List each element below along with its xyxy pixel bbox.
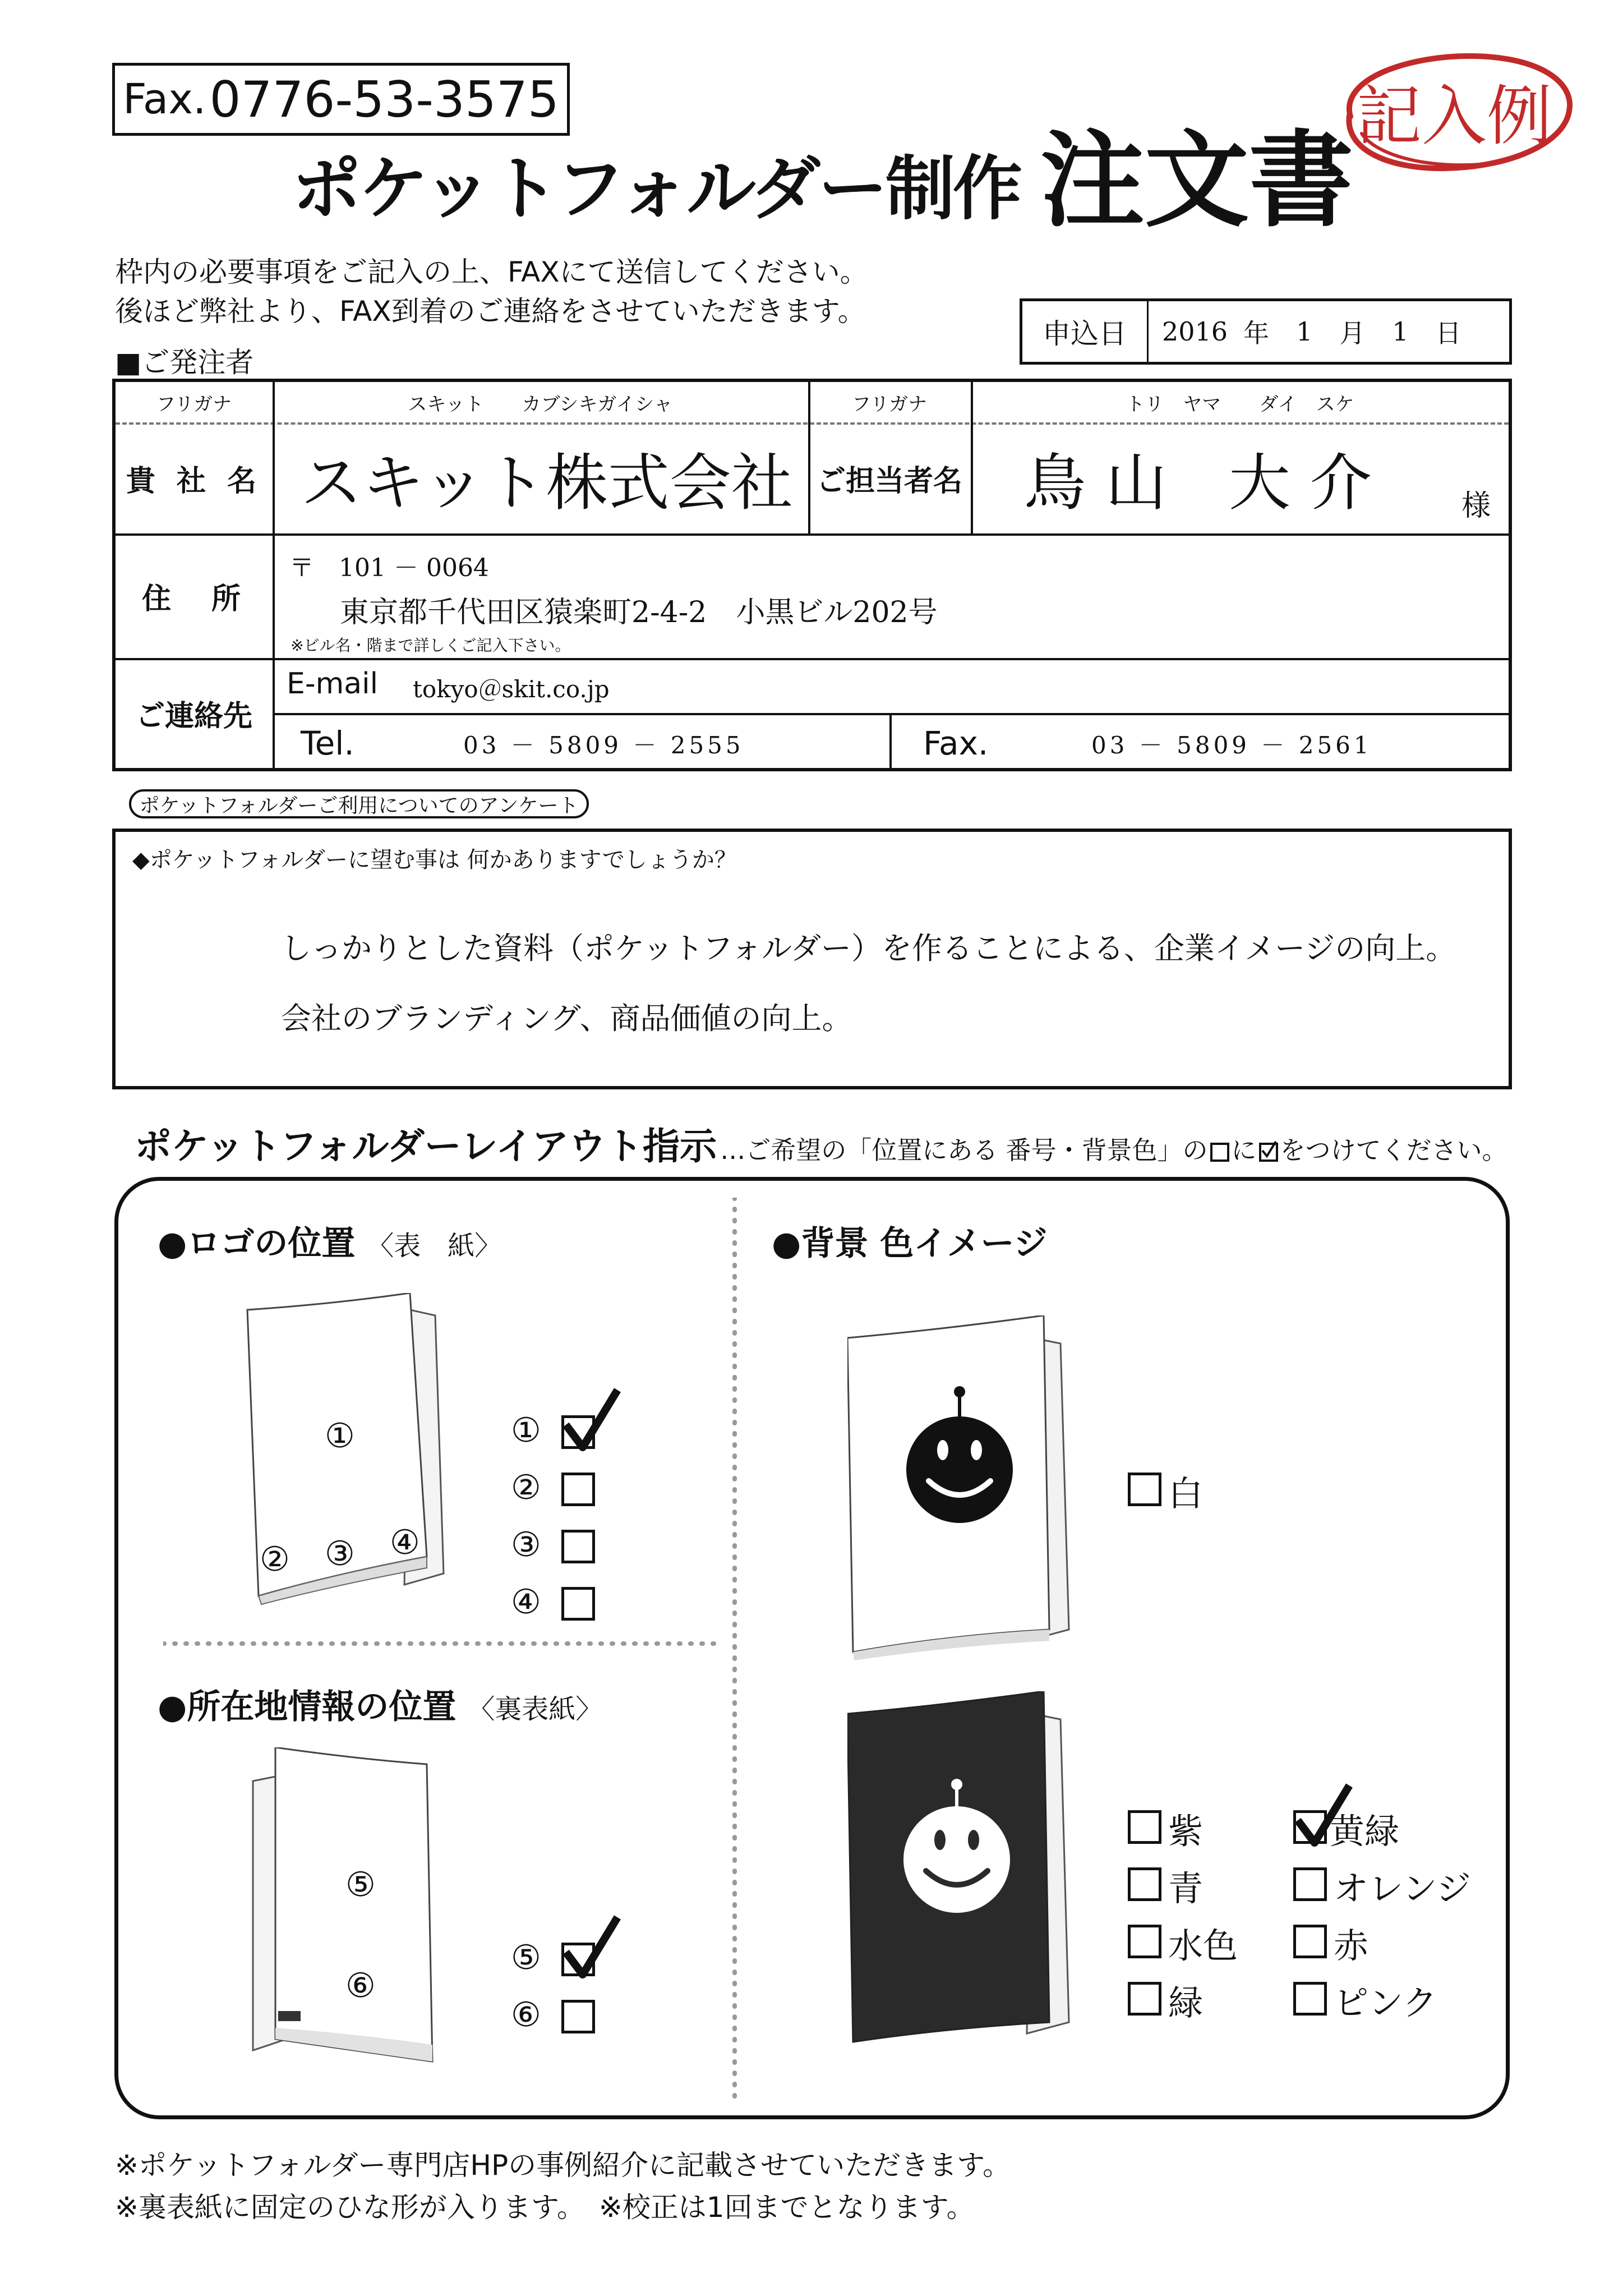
sample-stamp: [1328, 44, 1580, 177]
bg-color-3-checkbox[interactable]: [1293, 1867, 1327, 1901]
checked-box-icon: [1259, 1143, 1278, 1162]
company-name-field[interactable]: スキット株式会社: [301, 447, 793, 519]
instruction-post: をつけてください。: [1280, 1135, 1507, 1165]
logo-option-label-1: ①: [511, 1411, 541, 1450]
fax-field[interactable]: 03 － 5809 － 2561: [1091, 731, 1372, 759]
survey-answer-2[interactable]: 会社のブランディング、商品価値の向上。: [281, 1001, 852, 1036]
honorific: 様: [1461, 489, 1491, 523]
orderer-heading: ■ご発注者: [115, 346, 254, 379]
bg-white-label: 白: [1168, 1473, 1204, 1514]
logo-pos-marker-4: ④: [390, 1523, 420, 1562]
col-divider-4: [889, 713, 892, 768]
bg-color-heading: ●背景 色イメージ: [772, 1224, 1048, 1263]
fax-label: Fax.: [923, 724, 989, 762]
date-month: 1: [1296, 316, 1313, 347]
bg-white-checkbox[interactable]: [1128, 1473, 1161, 1506]
address-label: 住 所: [141, 582, 246, 616]
instruction-mid: に: [1231, 1135, 1257, 1165]
logo-heading-paren: 〈表 紙〉: [367, 1230, 502, 1262]
logo-option-1-checkmark-icon: [561, 1386, 623, 1453]
layout-title-main: ポケットフォルダーレイアウト指示: [135, 1125, 717, 1168]
horizontal-dotted-divider: [163, 1641, 724, 1646]
back-cover-folder-icon: [242, 1747, 455, 2073]
bg-color-4-checkbox[interactable]: [1128, 1925, 1161, 1958]
contact-furigana-field[interactable]: トリ ヤマ ダイ スケ: [1126, 393, 1354, 416]
logo-option-label-4: ④: [511, 1582, 541, 1622]
contact-info-label: ご連絡先: [135, 699, 252, 733]
date-year: 2016: [1162, 316, 1228, 347]
bg-color-0-checkbox[interactable]: [1128, 1810, 1161, 1844]
logo-option-label-3: ③: [511, 1525, 541, 1565]
bg-color-6-checkbox[interactable]: [1128, 1982, 1161, 2016]
date-value[interactable]: [1149, 301, 1509, 362]
address-heading-paren: 〈裏表紙〉: [468, 1694, 603, 1725]
layout-panel: [114, 1177, 1510, 2119]
survey-pill-label: ポケットフォルダーご利用についてのアンケート: [129, 789, 589, 818]
bg-color-7-label: ピンク: [1334, 1982, 1437, 2023]
survey-question: ◆ポケットフォルダーに望む事は 何かありますでしょうか？: [132, 847, 737, 873]
logo-pos-marker-1: ①: [325, 1416, 355, 1456]
order-form-table: [112, 379, 1512, 771]
email-field[interactable]: tokyo＠skit.co.jp: [413, 675, 610, 703]
logo-option-label-2: ②: [511, 1468, 541, 1507]
row-divider-2: [116, 658, 1509, 660]
fax-number: 0776-53-3575: [209, 70, 559, 128]
address-field[interactable]: 東京都千代田区猿楽町2-4-2 小黒ビル202号: [340, 596, 938, 629]
title-doc: 注文書: [1040, 119, 1353, 241]
title-main: ポケットフォルダー制作: [292, 149, 1020, 229]
footer-note-1: ※ポケットフォルダー専門店HPの事例紹介に記載させていただきます。: [115, 2149, 1011, 2182]
date-year-unit: 年: [1243, 318, 1270, 348]
address-note: ※ビル名・階まで詳しくご記入下さい。: [291, 636, 571, 655]
bg-color-2-checkbox[interactable]: [1128, 1867, 1161, 1901]
contact-label: ご担当者名: [816, 464, 962, 498]
company-furigana-field[interactable]: スキット カブシキガイシャ: [408, 393, 673, 416]
bg-color-5-label: 赤: [1334, 1925, 1369, 1966]
postal-code-field[interactable]: 〒 101 － 0064: [289, 554, 489, 582]
address-option-label-5: ⑤: [511, 1938, 541, 1977]
intro-line-1: 枠内の必要事項をご記入の上、FAXにて送信してください。: [115, 256, 868, 288]
bg-color-4-label: 水色: [1168, 1925, 1238, 1966]
bg-color-1-label: 黄緑: [1330, 1811, 1400, 1852]
intro-line-2: 後ほど弊社より、FAX到着のご連絡をさせていただきます。: [115, 295, 866, 328]
survey-box: [112, 829, 1512, 1089]
layout-title: [135, 1116, 1507, 1170]
survey-answer-1[interactable]: しっかりとした資料（ポケットフォルダー）を作ることによる、企業イメージの向上。: [281, 931, 1456, 966]
bg-color-6-label: 緑: [1168, 1982, 1204, 2023]
vertical-dotted-divider: [732, 1198, 737, 2106]
bg-color-7-checkbox[interactable]: [1293, 1982, 1327, 2016]
address-option-5-checkmark-icon: [561, 1913, 623, 1980]
logo-pos-marker-2: ②: [260, 1540, 290, 1579]
layout-instruction: [720, 1130, 1507, 1166]
logo-position-heading: [158, 1217, 501, 1265]
contact-furigana-label: フリガナ: [851, 393, 928, 416]
instruction-pre: …ご希望の「位置にある 番号・背景色」の: [720, 1135, 1208, 1165]
stamp-text: 記入例: [1357, 78, 1552, 154]
date-day: 1: [1392, 316, 1409, 347]
address-option-6-checkbox[interactable]: [561, 2000, 595, 2033]
tel-label: Tel.: [301, 724, 354, 762]
address-heading-text: ●所在地情報の位置: [158, 1687, 457, 1727]
logo-pos-marker-3: ③: [325, 1534, 355, 1573]
dark-folder-icon: [847, 1691, 1083, 2050]
logo-option-4-checkbox[interactable]: [561, 1587, 595, 1621]
page-title: [292, 119, 1413, 241]
company-furigana-label: フリガナ: [156, 393, 232, 416]
empty-box-icon: [1210, 1143, 1229, 1162]
bg-color-2-label: 青: [1168, 1868, 1204, 1909]
logo-option-3-checkbox[interactable]: [561, 1530, 595, 1563]
date-month-unit: 月: [1339, 318, 1366, 348]
bg-color-5-checkbox[interactable]: [1293, 1925, 1327, 1958]
date-day-unit: 日: [1435, 318, 1461, 348]
logo-option-2-checkbox[interactable]: [561, 1473, 595, 1506]
bg-color-3-label: オレンジ: [1334, 1868, 1471, 1909]
row-divider-1: [116, 533, 1509, 536]
footer-note-2: ※裏表紙に固定のひな形が入ります。 ※校正は1回までとなります。: [115, 2191, 975, 2224]
date-label: 申込日: [1022, 301, 1149, 362]
bg-color-0-label: 紫: [1168, 1811, 1204, 1852]
logo-heading-text: ●ロゴの位置: [158, 1224, 356, 1263]
email-label: E-mail: [287, 667, 379, 701]
contact-name-field[interactable]: 鳥 山 大 介: [1024, 447, 1372, 519]
address-position-heading: [158, 1680, 602, 1728]
fax-prefix: Fax.: [123, 75, 206, 123]
application-date-box: [1020, 298, 1512, 365]
company-label: 貴 社 名: [126, 464, 262, 498]
address-option-label-6: ⑥: [511, 1995, 541, 2035]
col-divider-1: [273, 382, 275, 768]
tel-field[interactable]: 03 － 5809 － 2555: [463, 731, 744, 759]
white-folder-icon: [847, 1315, 1083, 1663]
address-pos-marker-5: ⑤: [345, 1865, 376, 1904]
address-pos-marker-6: ⑥: [345, 1966, 376, 2005]
